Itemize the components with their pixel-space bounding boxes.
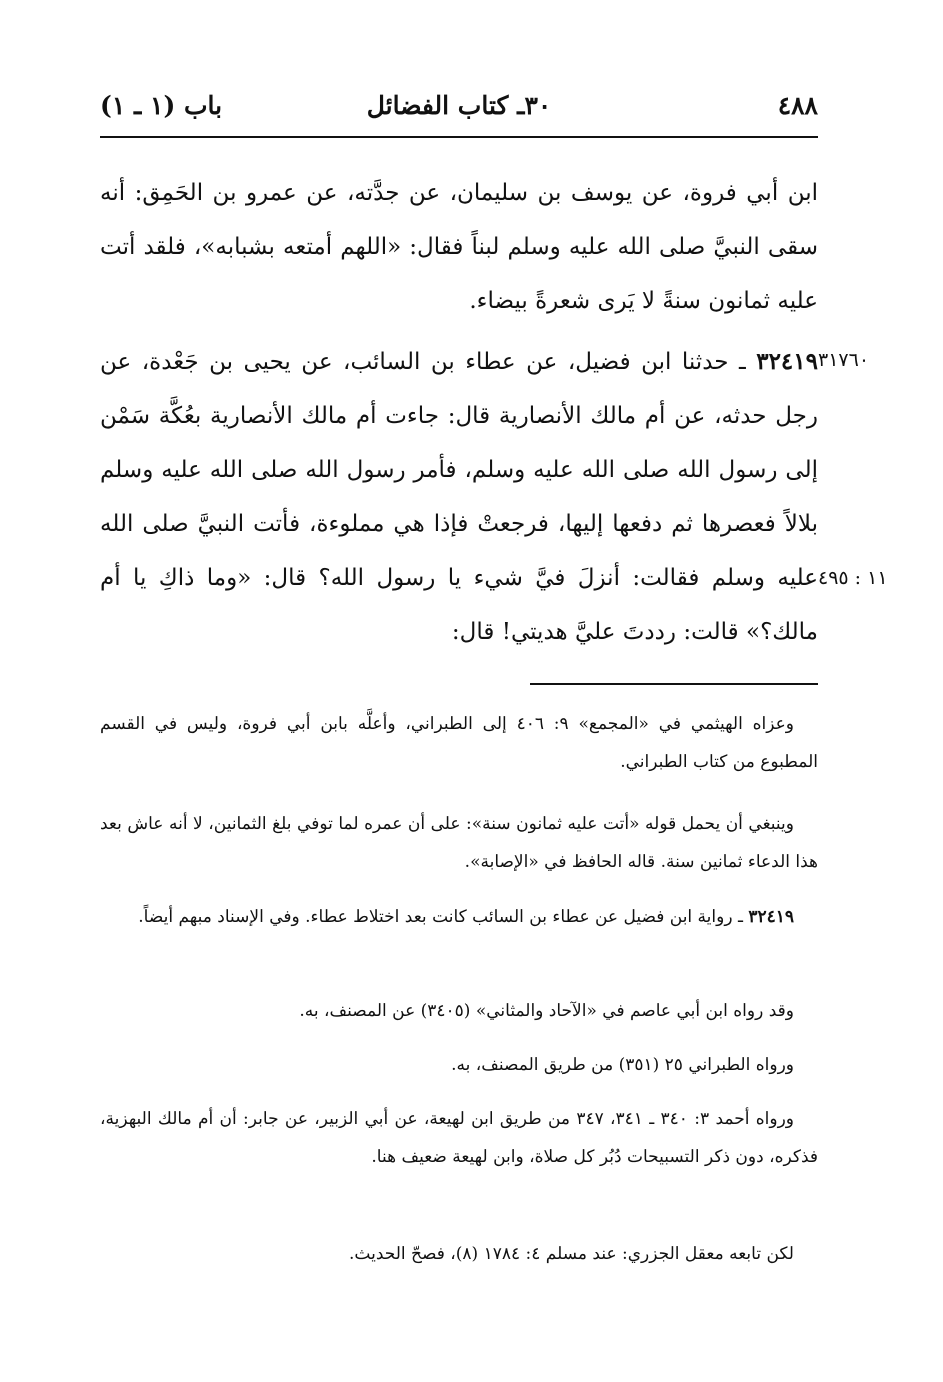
- chapter-label: باب (١ ـ ١): [100, 91, 223, 120]
- main-paragraph-1: ابن أبي فروة، عن يوسف بن سليمان، عن جدَّته، عن عمرو بن الحَمِق: أنه سقى النبيَّ صلى الله عليه وسلم لبناً فقال: «اللهم أمتعه بشبابه»، فلقد أتت عليه ثمانون سنةً لا يَرى شعرةً بيضاء.: [100, 180, 818, 314]
- margin-old-number: ٣١٧٦٠: [818, 349, 870, 371]
- book-title: ٣٠ـ كتاب الفضائل: [366, 91, 552, 120]
- footnote-5-text: ورواه الطبراني ٢٥ (٣٥١) من طريق المصنف، به.: [451, 1055, 794, 1075]
- footnote-3: [100, 898, 818, 936]
- footnote-1: [100, 705, 818, 781]
- footnote-3-number: ٣٢٤١٩: [748, 907, 794, 927]
- margin-volume-ref: ١١ : ٤٩٥: [818, 567, 888, 589]
- footnote-7-text: لكن تابعه معقل الجزري: عند مسلم ٤: ١٧٨٤ (٨)، فصحّ الحديث.: [349, 1244, 794, 1264]
- page-number: ٤٨٨: [777, 91, 818, 120]
- footnote-2-text: وينبغي أن يحمل قوله «أتت عليه ثمانون سنة»: على أن عمره لما توفي بلغ الثمانين، لا أنه عاش بعد هذا الدعاء ثمانين سنة. قاله الحافظ في «الإصابة».: [100, 814, 818, 872]
- footnote-1-text: وعزاه الهيثمي في «المجمع» ٩: ٤٠٦ إلى الطبراني، وأعلَّه بابن أبي فروة، وليس في القسم المطبوع من كتاب الطبراني.: [100, 714, 818, 772]
- hadith-text: ـ حدثنا ابن فضيل، عن عطاء بن السائب، عن يحيى بن جَعْدة، عن رجل حدثه، عن أم مالك الأنصارية قال: جاءت أم مالك الأنصارية بعُكَّة سَمْن إلى رسول الله صلى الله عليه وسلم، فأمر رسول الله صلى الله عليه وسلم بلالاً فعصرها ثم دفعها إليها، فرجعتْ فإذا هي مملوءة، فأتت النبيَّ صلى الله عليه وسلم فقالت: أنزلَ فيَّ شيء يا رسول الله؟ قال: «وما ذاكِ يا أم مالك؟» قالت: رددتَ عليَّ هديتي! قال:: [100, 349, 818, 645]
- footnote-3-text: ـ رواية ابن فضيل عن عطاء بن السائب كانت بعد اختلاط عطاء. وفي الإسناد مبهم أيضاً.: [138, 907, 749, 927]
- footnote-4-text: وقد رواه ابن أبي عاصم في «الآحاد والمثاني» (٣٤٠٥) عن المصنف، به.: [299, 1001, 794, 1021]
- footnote-7: [100, 1235, 818, 1273]
- main-paragraph-2: [100, 335, 818, 659]
- header-rule: [100, 136, 818, 138]
- hadith-number: ٣٢٤١٩: [756, 348, 818, 375]
- footnote-2: [100, 805, 818, 881]
- footnote-4: [100, 992, 818, 1030]
- footnote-6: [100, 1100, 818, 1176]
- footnote-6-text: ورواه أحمد ٣: ٣٤٠ ـ ٣٤١، ٣٤٧ من طريق ابن لهيعة، عن أبي الزبير، عن جابر: أن أم مالك البهزية، فذكره، دون ذكر التسبيحات دُبُر كل صلاة، وابن لهيعة ضعيف هنا.: [100, 1109, 818, 1167]
- page-header: [100, 88, 818, 128]
- footnote-rule: [530, 683, 818, 685]
- footnote-5: [100, 1046, 818, 1084]
